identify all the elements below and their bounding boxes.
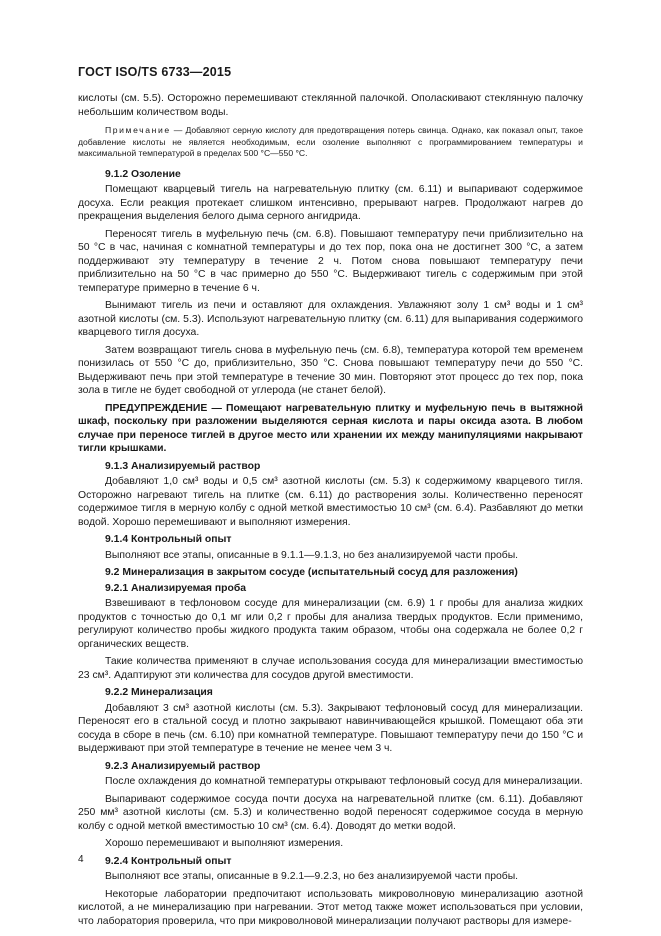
section-heading-9-1-2: 9.1.2 Озоление (105, 168, 181, 180)
note (78, 125, 583, 160)
section-heading-9-1-4: 9.1.4 Контрольный опыт (105, 534, 232, 546)
paragraph-continuation: кислоты (см. 5.5). Осторожно перемешивают стеклянной палочкой. Ополаскивают стеклянную палочку небольшим количеством воды. (78, 93, 583, 118)
note-label: Примечание (105, 125, 171, 135)
page-body (78, 92, 583, 932)
note-text: — Добавляют серную кислоту для предотвращения потерь свинца. Однако, как показал опыт, такое добавление кислоты не является необходимым, если озоление выполняют с программированием температуры и максимальной температурой в пределах 500 °С—550 °С. (78, 125, 583, 159)
paragraph: Переносят тигель в муфельную печь (см. 6.8). Повышают температуру печи приблизительно на 50 °С в час, начиная с комнатной температуры и до тех пор, пока она не достигнет 300 °С, а затем поддерживают эту температуру в течение 2 ч. Потом снова повышают температуру печи приблизительно на 50 °С в час примерно до 550 °С. Выдерживают тигель с содержимым при этой температуре примерно в течение 6 ч. (78, 228, 583, 294)
paragraph: Такие количества применяют в случае использования сосуда для минерализации вместимостью 23 см³. Адаптируют эти количества для сосудов другой вместимости. (78, 656, 583, 681)
paragraph: Вынимают тигель из печи и оставляют для охлаждения. Увлажняют золу 1 см³ воды и 1 см³ азотной кислоты (см. 5.3). Используют нагревательную плитку (см. 6.11) для выпаривания содержимого кварцевого тигля досуха. (78, 300, 583, 339)
page-header: ГОСТ ISO/TS 6733—2015 (78, 65, 232, 79)
paragraph: Выпаривают содержимое сосуда почти досуха на нагревательной плитке (см. 6.11). Добавляют 250 мм³ азотной кислоты (см. 5.3) и количественно водой переносят содержимое сосуда в мерную колбу с одной меткой вместимостью 10 см³ (см. 6.4). Доводят до метки водой. (78, 793, 583, 832)
paragraph: Добавляют 3 см³ азотной кислоты (см. 5.3). Закрывают тефлоновый сосуд для минерализации. Переносят его в стальной сосуд и плотно закрывают навинчивающейся крышкой. Помещают оба эти сосуда в сборе в печь (см. 6.10) при комнатной температуре. Повышают температуру печи до 150 °С и выдерживают при этой температуре в течение не менее чем 3 ч. (78, 702, 583, 755)
paragraph: Хорошо перемешивают и выполняют измерения. (105, 838, 344, 850)
page-number: 4 (78, 854, 84, 865)
paragraph: Добавляют 1,0 см³ воды и 0,5 см³ азотной кислоты (см. 5.3) к содержимому кварцевого тигля. Осторожно нагревают тигель на плитке (см. 6.11) до растворения золы. Количественно переносят содержимое тигля в мерную колбу с одной меткой вместимостью 10 см³ (см. 6.4). Разбавляют до метки водой. Хорошо перемешивают и выполняют измерения. (78, 476, 583, 528)
section-heading-9-2-4: 9.2.4 Контрольный опыт (105, 855, 232, 867)
warning-paragraph: ПРЕДУПРЕЖДЕНИЕ — Помещают нагревательную плитку и муфельную печь в вытяжной шкаф, поскольку при разложении выделяются серная кислота и пары оксида азота. В любом случае при переносе тиглей в другое место или хранении их между манипуляциями накрывают тигли крышками. (78, 402, 583, 455)
paragraph: После охлаждения до комнатной температуры открывают тефлоновый сосуд для минерализации. (105, 776, 583, 788)
section-heading-9-2-3: 9.2.3 Анализируемый раствор (105, 760, 261, 772)
paragraph: Некоторые лаборатории предпочитают использовать микроволновую минерализацию азотной кислотой, а не минерализацию при нагревании. Этот метод также может использоваться при условии, что лаборатория проверила, что при микроволновой минерализации получают растворы для измере- (78, 888, 583, 927)
paragraph: Взвешивают в тефлоновом сосуде для минерализации (см. 6.9) 1 г пробы для анализа жидких продуктов с точностью до 0,1 мг или 0,2 г пробы для анализа твердых продуктов. Если применимо, регулируют количество пробы жидкого продукта таким образом, чтобы она содержала не более 0,2 г органических веществ. (78, 598, 583, 650)
paragraph: Выполняют все этапы, описанные в 9.1.1—9.1.3, но без анализируемой части пробы. (105, 549, 519, 561)
paragraph: Выполняют все этапы, описанные в 9.2.1—9.2.3, но без анализируемой части пробы. (105, 871, 519, 883)
section-heading-9-2: 9.2 Минерализация в закрытом сосуде (испытательный сосуд для разложения) (105, 567, 518, 579)
section-heading-9-2-1: 9.2.1 Анализируемая проба (105, 582, 247, 594)
section-heading-9-2-2: 9.2.2 Минерализация (105, 687, 213, 699)
paragraph: Помещают кварцевый тигель на нагревательную плитку (см. 6.11) и выпаривают содержимое досуха. Если реакция протекает слишком интенсивно, прерывают нагрев. Продолжают нагрев до прекращения выделения белого дыма серного ангидрида. (78, 184, 583, 223)
paragraph: Затем возвращают тигель снова в муфельную печь (см. 6.8), температура которой тем временем понизилась от 550 °С до, приблизительно, 350 °С. Снова повышают температуру печи до 550 °С. Выдерживают печь при этой температуре в течение 30 мин. Повторяют этот процесс до тех пор, пока зола в тигле не будет свободной от углерода (не станет белой). (78, 344, 583, 397)
section-heading-9-1-3: 9.1.3 Анализируемый раствор (105, 460, 261, 472)
